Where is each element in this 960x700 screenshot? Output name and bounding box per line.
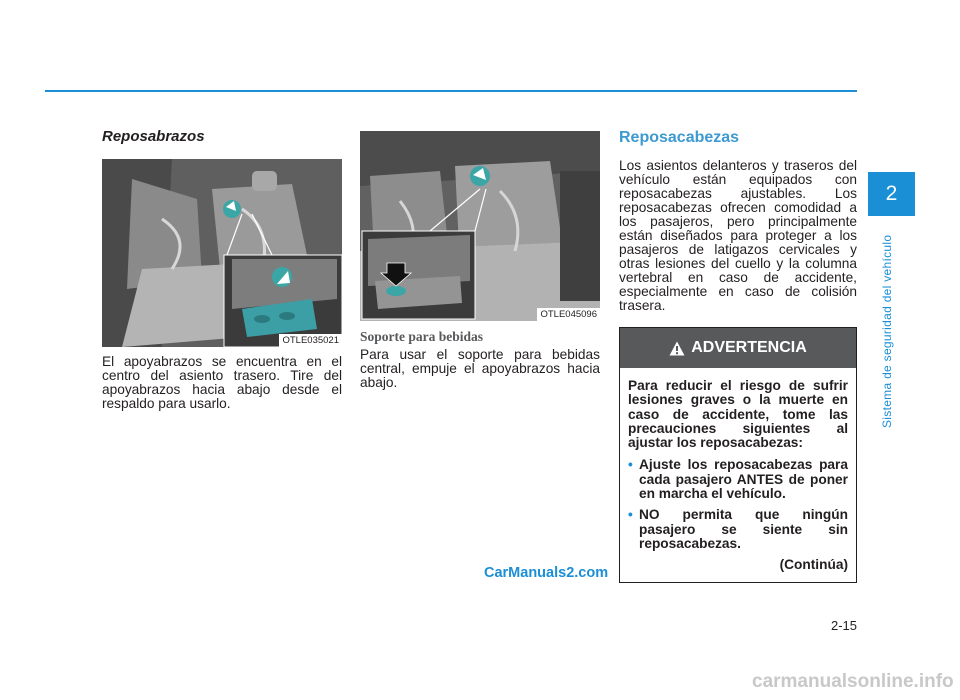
armrest-illustration <box>102 159 342 347</box>
warning-title: ADVERTENCIA <box>691 339 807 356</box>
warning-box <box>619 327 857 583</box>
watermark-link[interactable]: CarManuals2.com <box>484 565 609 581</box>
warning-continues: (Continúa) <box>779 557 848 573</box>
cupholder-figure-code: OTLE045096 <box>537 308 600 321</box>
chapter-tab: 2 <box>868 172 915 216</box>
bullet-dot-icon: • <box>628 507 633 523</box>
warning-bullet-text: Ajuste los reposacabezas para cada pasajero ANTES de poner en marcha el vehículo. <box>639 457 848 502</box>
chapter-label: Sistema de seguridad del vehículo <box>880 234 894 428</box>
watermark-footer[interactable]: carmanualsonline.info <box>752 671 954 692</box>
headrest-heading: Reposacabezas <box>619 129 740 146</box>
warning-bullet <box>628 458 848 501</box>
armrest-figure-code: OTLE035021 <box>279 334 342 347</box>
bullet-dot-icon: • <box>628 457 633 473</box>
warning-list <box>628 458 848 551</box>
cupholder-heading: Soporte para bebidas <box>360 329 484 344</box>
warning-bullet <box>628 508 848 551</box>
cupholder-illustration <box>360 131 600 321</box>
column-armrest <box>102 128 342 411</box>
warning-triangle-icon <box>669 341 685 356</box>
armrest-figure <box>102 159 342 347</box>
column-headrest <box>619 129 857 583</box>
top-rule <box>45 90 857 92</box>
warning-body <box>620 368 856 582</box>
cupholder-text: Para usar el soporte para bebidas central, empuje el apoyabrazos hacia abajo. <box>360 347 600 390</box>
page-number: 2-15 <box>830 618 857 633</box>
warning-bullet-text: NO permita que ningún pasajero se siente sin reposacabezas. <box>639 507 848 551</box>
headrest-text: Los asientos delanteros y traseros del vehículo están equipados con reposacabezas ajustables. Los reposacabezas ofrecen comodidad a los pasajeros, pero principalmente están diseñados para proteger a los pasajeros de latigazos cervicales y otras lesiones del cuello y la columna vertebral en caso de accidente, especialmente en caso de colisión trasera. <box>619 158 857 313</box>
warning-intro: Para reducir el riesgo de sufrir lesiones graves o la muerte en caso de accidente, tome las precauciones siguientes al ajustar los reposacabezas: <box>628 378 848 451</box>
column-cupholder <box>360 131 600 390</box>
armrest-heading: Reposabrazos <box>102 128 205 145</box>
warning-header <box>620 328 856 368</box>
cupholder-figure <box>360 131 600 321</box>
armrest-text: El apoyabrazos se encuentra en el centro del asiento trasero. Tire del apoyabrazos hacia abajo desde el respaldo para usarlo. <box>102 354 342 411</box>
